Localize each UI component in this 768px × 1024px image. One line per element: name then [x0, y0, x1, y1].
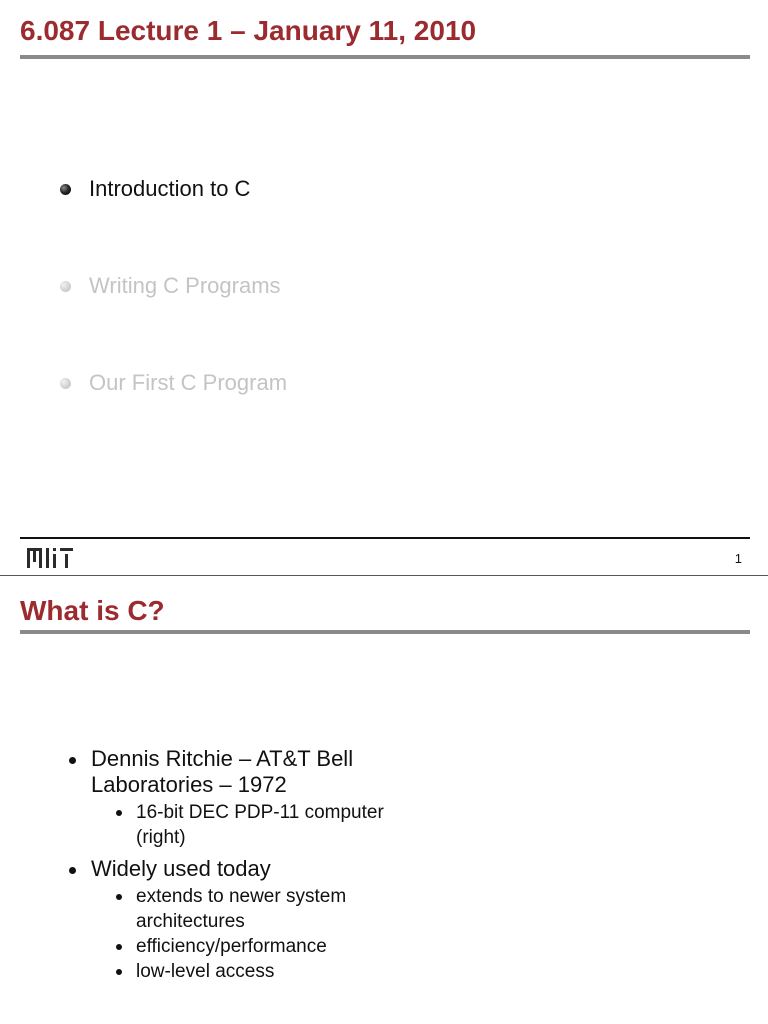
sub-bullet-text: low-level access	[136, 961, 275, 982]
bullet-icon	[60, 378, 71, 389]
bullet-text: Widely used today	[91, 856, 271, 881]
slide-2	[0, 576, 768, 1024]
title-rule	[20, 630, 750, 634]
mit-logo-icon	[27, 548, 73, 568]
slide-title: What is C?	[20, 595, 165, 626]
sub-bullet-item	[114, 959, 408, 984]
title-rule	[20, 55, 750, 59]
sub-bullet-text: efficiency/performance	[136, 936, 327, 957]
bullet-item	[68, 856, 408, 984]
sub-bullet-list	[91, 800, 408, 850]
bullet-icon	[116, 969, 122, 975]
sub-bullet-item	[114, 934, 408, 959]
bullet-icon	[69, 757, 76, 764]
slide-title: 6.087 Lecture 1 – January 11, 2010	[20, 15, 477, 46]
sub-bullet-list	[91, 884, 408, 984]
agenda-item-label: Writing C Programs	[89, 273, 281, 298]
agenda-item-label: Our First C Program	[89, 370, 288, 395]
page-number: 1	[734, 551, 742, 566]
bullet-item	[68, 746, 408, 850]
sub-bullet-text: 16-bit DEC PDP-11 computer (right)	[136, 802, 384, 848]
footer-rule	[20, 537, 750, 539]
bullet-icon	[60, 281, 71, 292]
sub-bullet-item	[114, 884, 408, 934]
bullet-text: Dennis Ritchie – AT&T Bell Laboratories – 1972	[91, 746, 354, 797]
bullet-list	[68, 744, 408, 984]
bullet-icon	[116, 894, 122, 900]
bullet-icon	[69, 867, 76, 874]
agenda-item-first-program	[60, 367, 287, 399]
agenda-item-label: Introduction to C	[89, 176, 251, 201]
agenda-item-writing-programs	[60, 270, 281, 302]
bullet-icon	[116, 944, 122, 950]
sub-bullet-item	[114, 800, 408, 850]
bullet-icon	[60, 184, 71, 195]
bullet-icon	[116, 810, 122, 816]
agenda-item-introduction	[60, 173, 250, 205]
sub-bullet-text: extends to newer system architectures	[136, 886, 347, 932]
